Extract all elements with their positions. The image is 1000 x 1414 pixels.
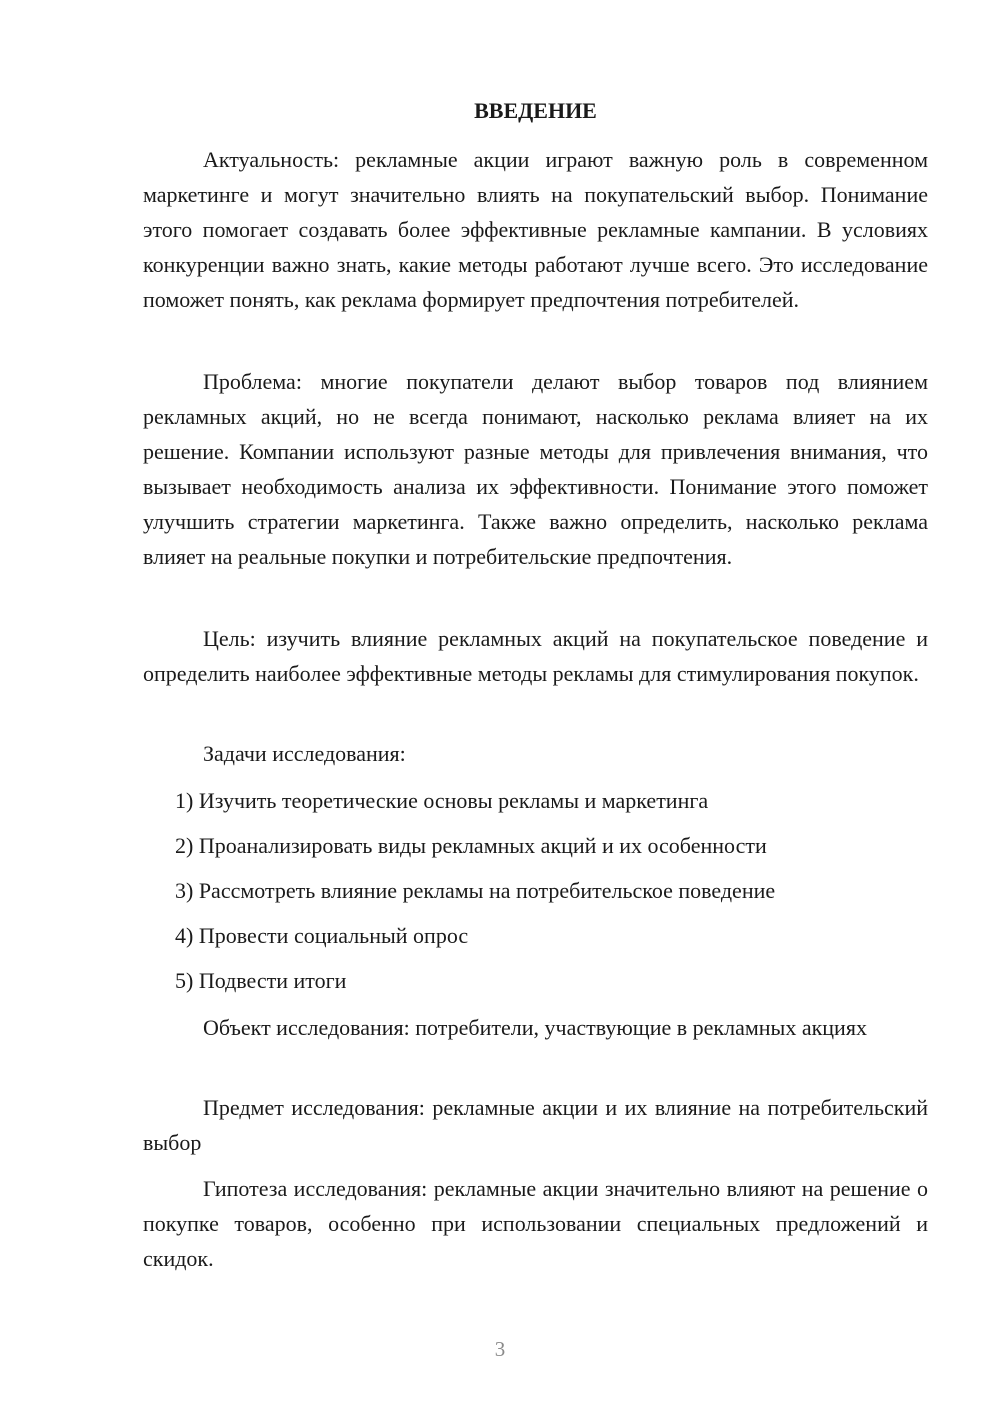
task-item: 4) Провести социальный опрос: [175, 923, 469, 948]
object-paragraph: Объект исследования: потребители, участвующие в рекламных акциях: [203, 1015, 867, 1040]
subject-paragraph: Предмет исследования: рекламные акции и их влияние на потребительский выбор: [143, 1095, 928, 1155]
goal-paragraph: Цель: изучить влияние рекламных акций на покупательское поведение и определить наиболее эффективные методы рекламы для стимулирования покупок.: [143, 626, 928, 686]
task-item: 3) Рассмотреть влияние рекламы на потребительское поведение: [175, 878, 776, 903]
task-item: 5) Подвести итоги: [175, 968, 347, 993]
tasks-heading: Задачи исследования:: [203, 741, 406, 766]
problem-paragraph: Проблема: многие покупатели делают выбор товаров под влиянием рекламных акций, но не всегда понимают, насколько реклама влияет на их решение. Компании используют разные методы для привлечения внимания, что вызывает необходимость анализа их эффективности. Понимание этого поможет улучшить стратегии маркетинга. Также важно определить, насколько реклама влияет на реальные покупки и потребительские предпочтения.: [143, 369, 928, 569]
task-item: 1) Изучить теоретические основы рекламы и маркетинга: [175, 788, 709, 813]
hypothesis-paragraph: Гипотеза исследования: рекламные акции значительно влияют на решение о покупке товаров, особенно при использовании специальных предложений и скидок.: [143, 1176, 928, 1271]
page-title: ВВЕДЕНИЕ: [474, 98, 597, 123]
relevance-paragraph: Актуальность: рекламные акции играют важную роль в современном маркетинге и могут значительно влиять на покупательский выбор. Понимание этого помогает создавать более эффективные рекламные кампании. В условиях конкуренции важно знать, какие методы работают лучше всего. Это исследование поможет понять, как реклама формирует предпочтения потребителей.: [143, 147, 928, 312]
page-number: 3: [494, 1337, 506, 1361]
task-item: 2) Проанализировать виды рекламных акций и их особенности: [175, 833, 767, 858]
